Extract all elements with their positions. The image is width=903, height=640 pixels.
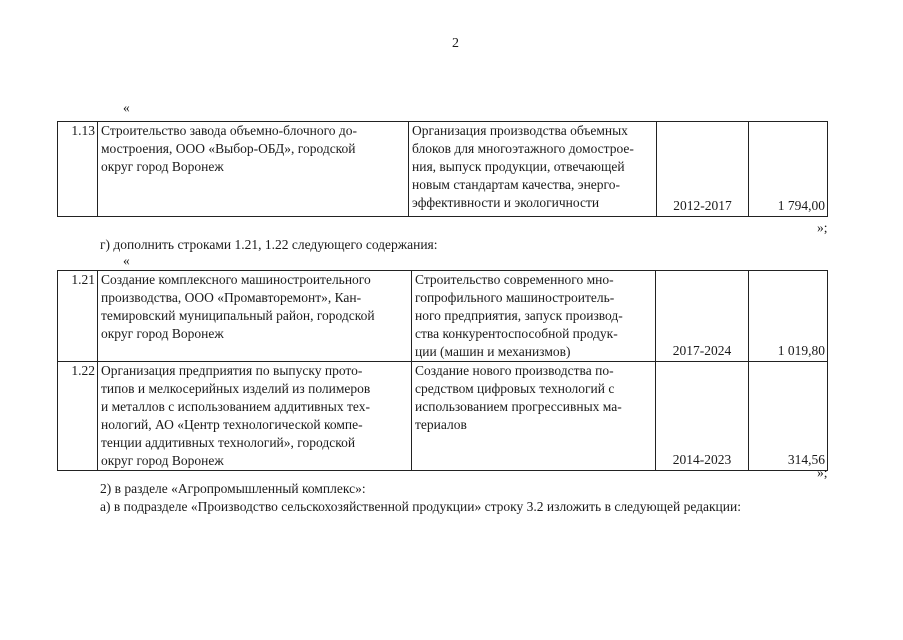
project-description <box>412 271 656 362</box>
project-name-line: мостроения, ООО «Выбор-ОБД», городской <box>101 141 356 156</box>
project-name-line: округ город Воронеж <box>101 159 224 174</box>
project-name <box>98 271 412 362</box>
project-name-line: типов и мелкосерийных изделий из полимеров <box>101 381 371 396</box>
project-name-line: Строительство завода объемно-блочного до- <box>101 123 358 138</box>
description-line: новым стандартам качества, энерго- <box>412 177 620 192</box>
description-line: ного предприятия, запуск производ- <box>415 308 623 323</box>
description-line: ния, выпуск продукции, отвечающей <box>412 159 625 174</box>
description-line: средством цифровых технологий с <box>415 381 615 396</box>
project-description <box>412 362 656 471</box>
opening-quote: « <box>123 253 130 268</box>
project-name-line: темировский муниципальный район, городской <box>101 308 375 323</box>
project-years: 2012-2017 <box>657 122 749 217</box>
table-row <box>58 271 828 362</box>
description-line: ства конкурентоспособной продук- <box>415 326 618 341</box>
project-years: 2014-2023 <box>656 362 749 471</box>
row-number: 1.21 <box>58 271 98 362</box>
description-line: Строительство современного мно- <box>415 272 614 287</box>
project-name-line: и металлов с использованием аддитивных тех- <box>101 399 370 414</box>
project-name-line: округ город Воронеж <box>101 453 224 468</box>
closing-quote: »; <box>817 465 828 480</box>
project-name <box>98 122 409 217</box>
instruction-a: а) в подразделе «Производство сельскохозяйственной продукции» строку 3.2 изложить в следующей редакции: <box>100 499 741 514</box>
opening-quote: « <box>123 100 130 115</box>
project-amount: 1 794,00 <box>749 122 828 217</box>
projects-table-1 <box>57 121 828 217</box>
project-name-line: тенции аддитивных технологий», городской <box>101 435 356 450</box>
project-amount: 1 019,80 <box>749 271 828 362</box>
table-row <box>58 122 828 217</box>
project-amount: 314,56 <box>749 362 828 471</box>
instruction-g: г) дополнить строками 1.21, 1.22 следующего содержания: <box>100 237 438 252</box>
description-line: использованием прогрессивных ма- <box>415 399 622 414</box>
project-name-line: Организация предприятия по выпуску прото- <box>101 363 363 378</box>
project-name-line: Создание комплексного машиностроительного <box>101 272 371 287</box>
section-2-heading: 2) в разделе «Агропромышленный комплекс»: <box>100 481 366 496</box>
description-line: гопрофильного машиностроитель- <box>415 290 615 305</box>
description-line: блоков для многоэтажного домострое- <box>412 141 634 156</box>
project-name <box>98 362 412 471</box>
description-line: териалов <box>415 417 467 432</box>
description-line: ции (машин и механизмов) <box>415 344 571 359</box>
page-number: 2 <box>452 36 459 51</box>
project-name-line: нологий, АО «Центр технологической компе- <box>101 417 363 432</box>
project-name-line: производства, ООО «Промавторемонт», Кан- <box>101 290 362 305</box>
closing-quote: »; <box>817 220 828 235</box>
description-line: эффективности и экологичности <box>412 195 600 210</box>
project-years: 2017-2024 <box>656 271 749 362</box>
project-description <box>409 122 657 217</box>
row-number: 1.13 <box>58 122 98 217</box>
description-line: Создание нового производства по- <box>415 363 614 378</box>
project-name-line: округ город Воронеж <box>101 326 224 341</box>
description-line: Организация производства объемных <box>412 123 628 138</box>
row-number: 1.22 <box>58 362 98 471</box>
projects-table-2 <box>57 270 828 471</box>
table-row <box>58 362 828 471</box>
